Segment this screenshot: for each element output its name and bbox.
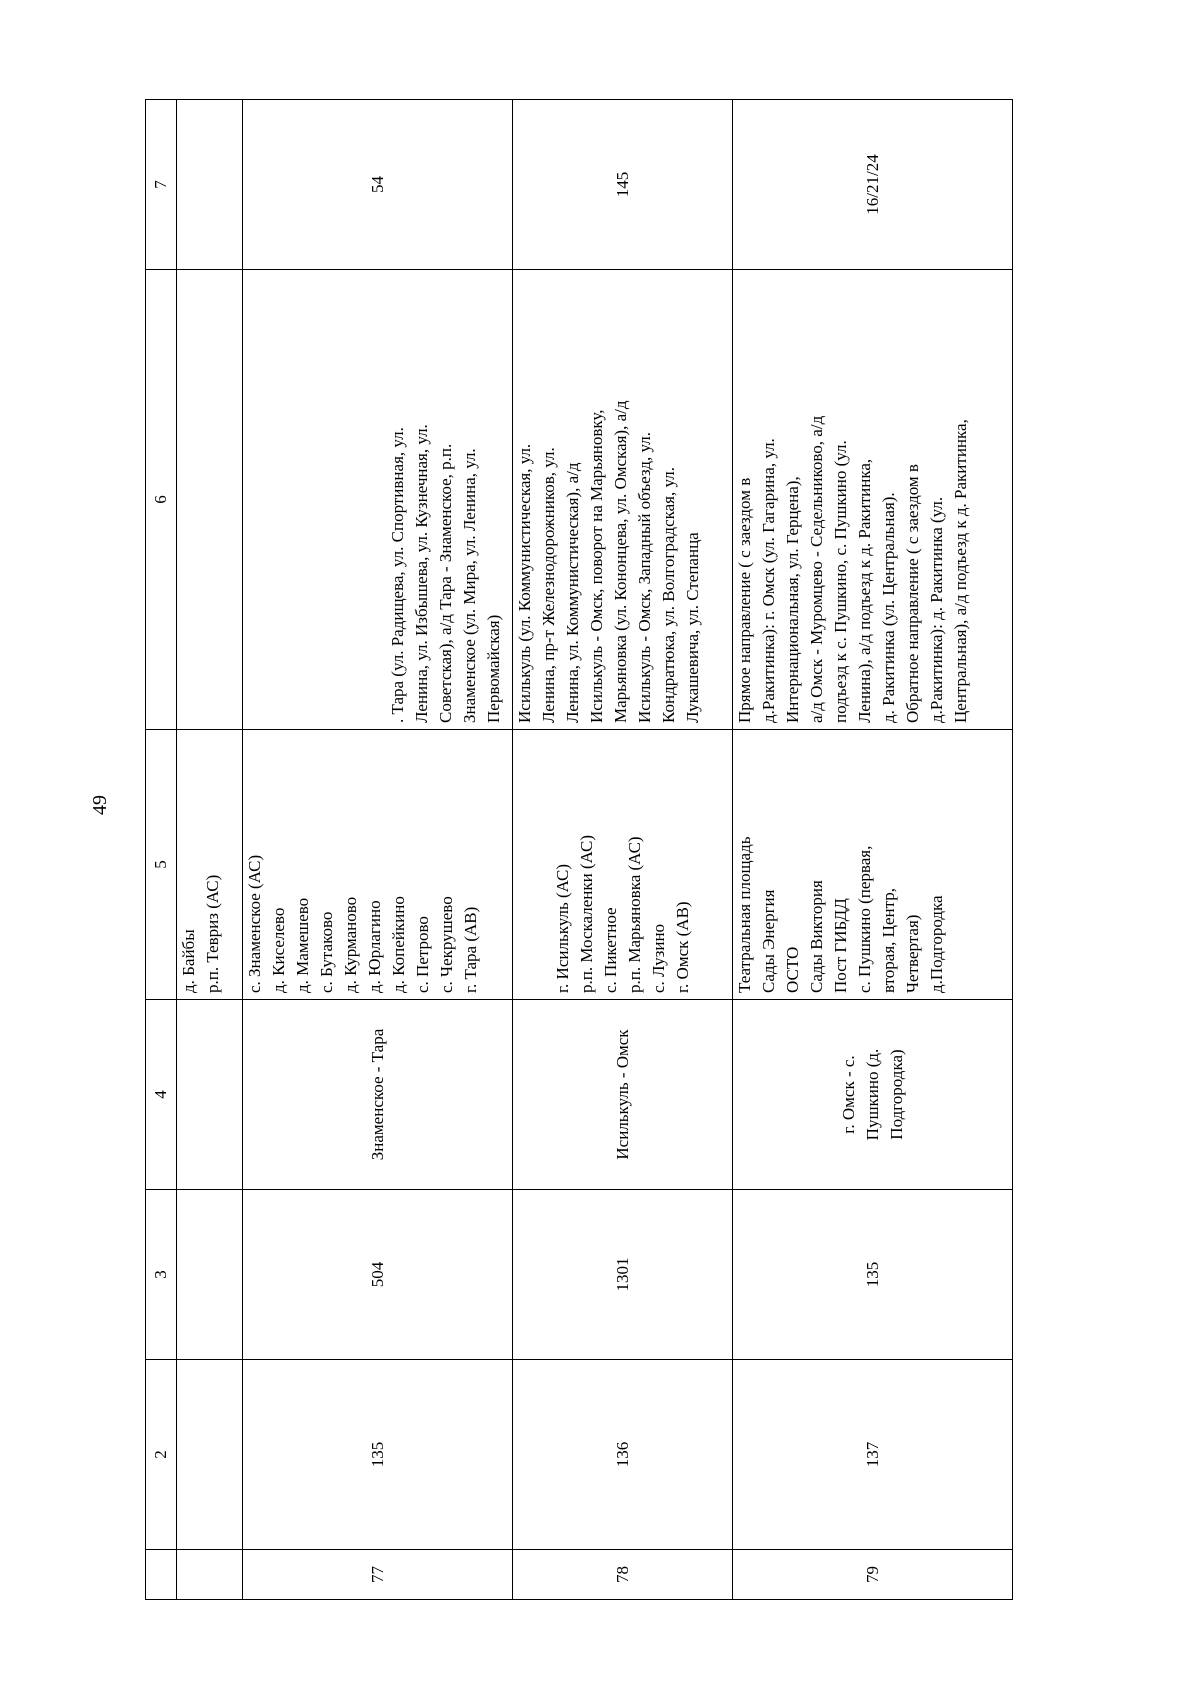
cell-registry-number: 504: [243, 1190, 513, 1360]
street-line: Исилькуль - Омск, поворот на Марьяновку,: [587, 409, 606, 723]
street-line: Обратное направление ( с заездом в: [903, 464, 922, 723]
routes-table: [145, 99, 1013, 1600]
stop-line: р.п. Москаленки (АС): [576, 834, 596, 993]
stop-line: вторая, Центр,: [879, 888, 898, 993]
street-line: Центральная), а/д подъезд к д. Ракитинка,: [951, 419, 970, 723]
cell-row-number: 77: [243, 1550, 513, 1600]
street-line: Интернациональная, ул. Герцена),: [783, 476, 802, 723]
stop-line: г. Тара (АВ): [461, 906, 480, 993]
cell-stops: [177, 730, 243, 1000]
cell-route-number: 136: [513, 1360, 733, 1550]
cell-route-name: [177, 1000, 243, 1190]
street-line: Знаменское (ул. Мира, ул. Ленина, ул.: [460, 448, 479, 723]
cell-streets: [513, 270, 733, 730]
cell-stops: [243, 730, 513, 1000]
header-cell-1: [146, 1550, 177, 1600]
table-row: [513, 100, 733, 1600]
cell-streets: [243, 270, 513, 730]
header-row: [146, 100, 177, 1600]
cell-streets: [733, 270, 1013, 730]
stop-line: Сады Виктория: [807, 880, 826, 993]
cell-stops: [733, 730, 1013, 1000]
street-line: Ленина, ул. Коммунистическая), а/д: [563, 462, 582, 723]
street-line: Ленина, пр-т Железнодорожников, ул.: [539, 447, 558, 723]
cell-streets: [177, 270, 243, 730]
street-line: Кондратюка, ул. Волгоградская, ул.: [659, 467, 678, 723]
street-line: Прямое направление ( с заездом в: [735, 477, 754, 723]
street-line: Лукашевича, ул. Степанца: [683, 532, 702, 723]
stop-line: д. Киселево: [269, 907, 288, 993]
stop-line: с. Петрово: [413, 916, 432, 993]
cell-length: 16/21/24: [733, 100, 1013, 270]
stop-line: с. Знаменское (АС): [245, 854, 264, 993]
street-line: Первомайская): [484, 614, 503, 723]
cell-route-number: 135: [243, 1360, 513, 1550]
stop-line: Театральная площадь: [735, 836, 754, 993]
street-line: д. Ракитинка (ул. Центральная).: [879, 492, 898, 723]
stop-line: д. Юрлагино: [365, 900, 384, 993]
street-line: Ленина, ул. Избышева, ул. Кузнечная, ул.: [412, 424, 431, 723]
street-line: . Тара (ул. Радищева, ул. Спортивная, ул.: [388, 427, 407, 723]
cell-route-number: 137: [733, 1360, 1013, 1550]
cell-registry-number: [177, 1190, 243, 1360]
cell-stops: [513, 730, 733, 1000]
cell-registry-number: 1301: [513, 1190, 733, 1360]
stop-line: д. Байбы: [179, 929, 198, 993]
header-cell-2: 2: [146, 1360, 177, 1550]
header-cell-7: 7: [146, 100, 177, 270]
street-line: Исилькуль (ул. Коммунистическая, ул.: [515, 443, 534, 723]
table-row: [733, 100, 1013, 1600]
stop-line: д. Копейкино: [389, 896, 408, 993]
street-line: Ленина), а/д подъезд к д. Ракитинка,: [855, 458, 874, 723]
cell-route-name: Исилькуль - Омск: [513, 1000, 733, 1190]
street-line: д.Ракитинка): д. Ракитинка (ул.: [927, 496, 946, 723]
stop-line: с. Бутаково: [317, 911, 336, 993]
stop-line: р.п. Тевриз (АС): [203, 874, 222, 993]
stop-line: с. Пушкино (первая,: [855, 845, 874, 993]
header-cell-5: 5: [146, 730, 177, 1000]
stop-line: Пост ГИБДД: [831, 898, 850, 993]
street-line: Советская), а/д Тара - Знаменское, р.п.: [436, 443, 455, 723]
stop-line: Четвертая): [903, 914, 922, 993]
table-row-continued: [177, 100, 243, 1600]
street-line: а/д Омск - Муромцево - Седельниково, а/д: [807, 415, 826, 723]
stop-line: ОСТО: [783, 946, 802, 993]
header-cell-6: 6: [146, 270, 177, 730]
rotated-table-container: [145, 100, 1065, 1600]
stop-line: р.п. Марьяновка (АС): [624, 836, 644, 993]
stop-line: д. Мамешево: [293, 897, 312, 993]
header-cell-4: 4: [146, 1000, 177, 1190]
route-name-line: Пушкино (д.: [862, 1048, 882, 1141]
street-line: д.Ракитинка): г. Омск (ул. Гагарина, ул.: [759, 438, 778, 723]
cell-row-number: 79: [733, 1550, 1013, 1600]
table-row: [243, 100, 513, 1600]
street-line: подъезд к с. Пушкино, с. Пушкино (ул.: [831, 440, 850, 723]
cell-row-number: 78: [513, 1550, 733, 1600]
stop-line: с. Пикетное: [600, 907, 620, 993]
stop-line: с. Чекрушево: [437, 896, 456, 993]
stop-line: с. Лузино: [648, 923, 668, 993]
street-line: Исилькуль - Омск, Западный объезд, ул.: [635, 432, 654, 723]
header-cell-3: 3: [146, 1190, 177, 1360]
stop-line: д.Подгородка: [927, 895, 946, 993]
stop-line: г. Исилькуль (АС): [552, 863, 572, 993]
cell-length: 54: [243, 100, 513, 270]
cell-length: 145: [513, 100, 733, 270]
stop-line: д. Курманово: [341, 896, 360, 993]
route-name-line: Подгородка): [886, 1049, 906, 1140]
cell-row-number: [177, 1550, 243, 1600]
cell-registry-number: 135: [733, 1190, 1013, 1360]
route-name-line: г. Омск - с.: [838, 1055, 858, 1134]
stop-line: г. Омск (АВ): [672, 901, 692, 993]
cell-route-name: [733, 1000, 1013, 1190]
street-line: Марьяновка (ул. Кононцева, ул. Омская), а/д: [611, 400, 630, 723]
cell-length: [177, 100, 243, 270]
cell-route-number: [177, 1360, 243, 1550]
stop-line: Сады Энергия: [759, 889, 778, 993]
page-number: 49: [89, 795, 111, 815]
cell-route-name: Знаменское - Тара: [243, 1000, 513, 1190]
